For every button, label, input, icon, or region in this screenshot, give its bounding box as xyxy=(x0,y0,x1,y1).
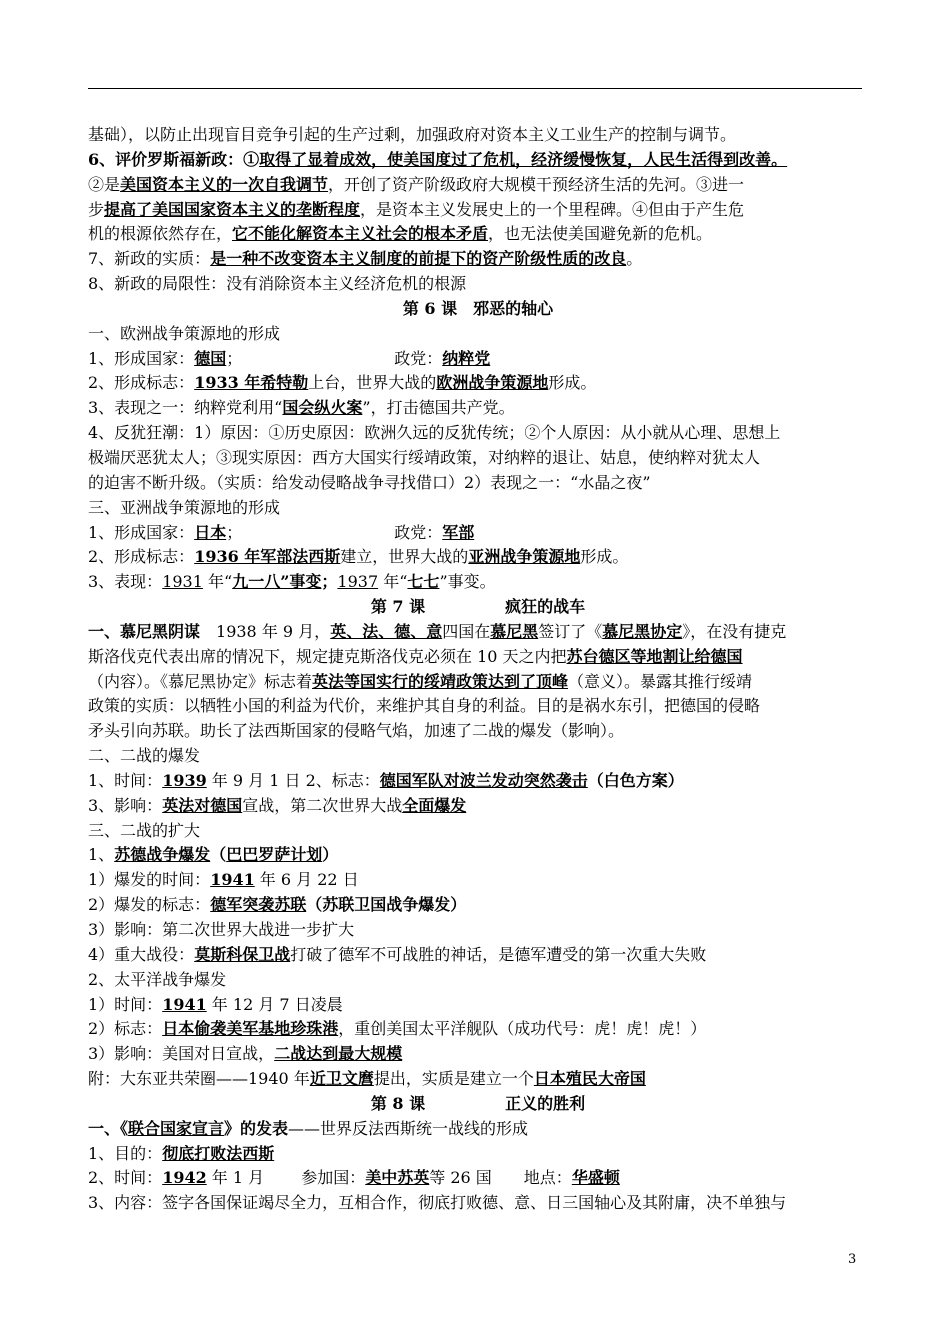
text-run: 1、目的： xyxy=(88,1143,163,1163)
lesson-heading xyxy=(88,297,868,322)
text-run: 矛头引向苏联。助长了法西斯国家的侵略气焰，加速了二战的爆发（影响）。 xyxy=(88,721,625,741)
text-line xyxy=(88,645,868,670)
text-run: 1、时间： xyxy=(88,770,163,790)
key-term: 欧洲战争策源地 xyxy=(436,373,549,393)
text-line xyxy=(88,968,868,993)
text-line xyxy=(88,347,868,372)
key-term: 苏德战争爆发 xyxy=(114,845,211,865)
key-term: 1936 年军部法西斯 xyxy=(194,547,341,567)
text-run: 提出，实质是建立一个 xyxy=(373,1069,534,1089)
text-line xyxy=(88,148,868,173)
key-term: 它不能化解资本主义社会的根本矛盾 xyxy=(232,224,489,244)
text-run: 三、亚洲战争策源地的形成 xyxy=(88,497,281,517)
text-line xyxy=(88,545,868,570)
text-run: 附：大东亚共荣圈——1940 年 xyxy=(88,1069,310,1089)
text-line xyxy=(88,371,868,396)
text-line xyxy=(88,1117,868,1142)
key-term: 是一种不改变资本主义制度的前提下的资产阶级性质的改良 xyxy=(210,249,627,269)
key-term: 英、法、德、意 xyxy=(330,621,443,641)
text-run: 2、时间： xyxy=(88,1168,163,1188)
text-run: （白色方案） xyxy=(587,770,684,790)
text-line xyxy=(88,769,868,794)
text-line xyxy=(88,247,868,272)
key-term: 提高了美国国家资本主义的垄断程度 xyxy=(104,199,361,219)
text-run: 机的根源依然存在， xyxy=(88,224,233,244)
text-run: 1、形成国家： xyxy=(88,348,195,368)
key-term: 1942 xyxy=(162,1168,207,1188)
text-line xyxy=(88,1142,868,1167)
text-run: 上台，世界大战的 xyxy=(308,373,437,393)
text-run: 7、新政的实质： xyxy=(88,249,211,269)
key-term: 1939 xyxy=(162,770,207,790)
text-run: 1938 年 9 月， xyxy=(200,621,331,641)
text-run: ） xyxy=(322,845,339,865)
key-term: 巴巴罗萨计划 xyxy=(226,845,323,865)
text-run: 3、表现之一：纳粹党利用“ xyxy=(88,398,283,418)
text-run: 第 6 课 邪恶的轴心 xyxy=(402,298,554,318)
text-line xyxy=(88,1191,868,1216)
text-line xyxy=(88,1067,868,1092)
text-run: 2、形成标志： xyxy=(88,373,195,393)
key-term: 亚洲战争策源地 xyxy=(468,547,581,567)
text-run: （内容）。《慕尼黑协定》标志着 xyxy=(88,671,313,691)
text-run: 年 12 月 7 日凌晨 xyxy=(206,994,343,1014)
key-term: 莫斯科保卫战 xyxy=(194,944,291,964)
text-line xyxy=(88,198,868,223)
text-run: 斯洛伐克代表出席的情况下，规定捷克斯洛伐克必须在 10 天之内把 xyxy=(88,646,567,666)
key-term: 近卫文麿 xyxy=(309,1069,374,1089)
text-run: 一、欧洲战争策源地的形成 xyxy=(88,323,281,343)
text-run: ，重创美国太平洋舰队（成功代号：虎！虎！虎！） xyxy=(338,1019,707,1039)
text-run: 6、评价罗斯福新政：① xyxy=(88,149,260,169)
text-line xyxy=(88,819,868,844)
text-run: 3、内容：签字各国保证竭尽全力，互相合作，彻底打败德、意、日三国轴心及其附庸，决不单独与 xyxy=(88,1193,787,1213)
key-term: 七七 xyxy=(407,572,440,592)
text-run: ，是资本主义发展史上的一个里程碑。④但由于产生危 xyxy=(360,199,745,219)
text-line xyxy=(88,471,868,496)
key-term: 国会纵火案 xyxy=(282,398,363,418)
text-run: 打破了德军不可战胜的神话，是德军遭受的第一次重大失败 xyxy=(290,944,707,964)
text-line xyxy=(88,570,868,595)
text-line xyxy=(88,918,868,943)
text-run: 二、二战的爆发 xyxy=(88,746,201,766)
key-term: 1941 xyxy=(162,994,207,1014)
text-line xyxy=(88,521,868,546)
key-term: 1933 年希特勒 xyxy=(194,373,309,393)
key-term: 苏台德区等地割让给德国 xyxy=(566,646,743,666)
text-run: 基础），以防止出现盲目竞争引起的生产过剩，加强政府对资本主义工业生产的控制与调节。 xyxy=(88,125,737,144)
text-run: 1）爆发的时间： xyxy=(88,870,211,890)
document-body xyxy=(88,123,868,1216)
text-run: （ xyxy=(210,845,227,865)
key-term: 慕尼黑协定 xyxy=(602,621,683,641)
key-term: 取得了显着成效，使美国度过了危机，经济缓慢恢复，人民生活得到改善。 xyxy=(259,149,788,169)
text-run: （意义）。暴露其推行绥靖 xyxy=(568,671,753,691)
text-run: 三、二战的扩大 xyxy=(88,820,201,840)
text-line xyxy=(88,446,868,471)
text-run: 1、形成国家： xyxy=(88,522,195,542)
text-run: 4、反犹狂潮：1）原因：①历史原因：欧洲久远的反犹传统；②个人原因：从小就从心理、思想上 xyxy=(88,423,781,443)
text-line xyxy=(88,719,868,744)
key-term: 美国资本主义的一次自我调节 xyxy=(120,174,329,194)
text-run: 4）重大战役： xyxy=(88,944,195,964)
text-line xyxy=(88,1017,868,1042)
key-term: 1941 xyxy=(210,870,255,890)
lesson-heading xyxy=(88,1092,868,1117)
text-line xyxy=(88,744,868,769)
text-line xyxy=(88,794,868,819)
text-run: 等 26 国 地点： xyxy=(429,1168,572,1188)
text-run: 政策的实质：以牺牲小国的利益为代价，来维护其自身的利益。目的是祸水东引，把德国的侵略 xyxy=(88,696,761,716)
text-run: 步 xyxy=(88,199,105,219)
text-run: 1）时间： xyxy=(88,994,163,1014)
key-term: 纳粹党 xyxy=(442,348,491,368)
text-line xyxy=(88,222,868,247)
text-run: 建立，世界大战的 xyxy=(340,547,469,567)
text-run: 2）爆发的标志： xyxy=(88,895,211,915)
text-run: 2、形成标志： xyxy=(88,547,195,567)
key-term: 德国 xyxy=(194,348,227,368)
key-term: 二战达到最大规模 xyxy=(274,1044,403,1064)
text-run: 形成。 xyxy=(548,373,597,393)
text-line xyxy=(88,843,868,868)
key-term: 彻底打败法西斯 xyxy=(162,1143,275,1163)
key-term: 全面爆发 xyxy=(402,795,467,815)
text-run: ，开创了资产阶级政府大规模干预经济生活的先河。③进一 xyxy=(328,174,745,194)
text-run: 一、《 xyxy=(88,1118,129,1138)
text-run: 。 xyxy=(626,249,643,269)
text-line xyxy=(88,1166,868,1191)
text-run: 3、表现： xyxy=(88,572,163,592)
text-run: 3、影响： xyxy=(88,795,163,815)
text-run: 第 8 课 正义的胜利 xyxy=(370,1093,586,1113)
text-run: 2、太平洋战争爆发 xyxy=(88,969,227,989)
text-line xyxy=(88,322,868,347)
text-run: 年“ xyxy=(202,572,233,592)
key-term: 联合国家宣言 xyxy=(128,1118,225,1138)
text-line xyxy=(88,173,868,198)
key-term: 德国军队对波兰发动突然袭击 xyxy=(379,770,588,790)
text-run: 宣战，第二次世界大战 xyxy=(242,795,403,815)
text-run: ，也无法使美国避免新的危机。 xyxy=(488,224,713,244)
text-line xyxy=(88,1042,868,1067)
text-run: 1、 xyxy=(88,845,115,865)
text-run: 3）影响：美国对日宣战， xyxy=(88,1044,275,1064)
text-line xyxy=(88,893,868,918)
key-term: 日本殖民大帝国 xyxy=(533,1069,646,1089)
text-line xyxy=(88,868,868,893)
text-line xyxy=(88,272,868,297)
text-run: （苏联卫国战争爆发） xyxy=(306,895,467,915)
text-run: 极端厌恶犹太人；③现实原因：西方大国实行绥靖政策，对纳粹的退让、姑息，使纳粹对犹太人 xyxy=(88,447,761,467)
text-run: ——世界反法西斯统一战线的形成 xyxy=(288,1118,529,1138)
key-term: 美中苏英 xyxy=(365,1168,430,1188)
text-run: ； 政党： xyxy=(226,522,443,542)
page-number: 3 xyxy=(848,1252,857,1267)
text-run: 四国在 xyxy=(442,621,491,641)
text-run: ”，打击德国共产党。 xyxy=(362,398,515,418)
text-line xyxy=(88,993,868,1018)
text-run: 的迫害不断升级。（实质：给发动侵略战争寻找借口）2）表现之一：“水晶之夜” xyxy=(88,472,651,492)
text-run: ； xyxy=(321,572,338,592)
text-run: 》，在没有捷克 xyxy=(682,621,787,641)
text-run: 》的发表 xyxy=(224,1118,289,1138)
text-run: 3）影响：第二次世界大战进一步扩大 xyxy=(88,920,355,939)
text-line xyxy=(88,123,868,148)
key-term: 日本偷袭美军基地珍珠港 xyxy=(162,1019,339,1039)
text-run: ； 政党： xyxy=(226,348,443,368)
text-line xyxy=(88,670,868,695)
text-run: 第 7 课 疯狂的战车 xyxy=(370,597,586,617)
key-term: 1937 xyxy=(337,572,379,592)
text-line xyxy=(88,943,868,968)
text-run: 8、新政的局限性：没有消除资本主义经济危机的根源 xyxy=(88,274,467,294)
text-run: 一、慕尼黑阴谋 xyxy=(88,621,201,641)
header-rule xyxy=(88,88,862,89)
text-line xyxy=(88,421,868,446)
key-term: 英法等国实行的绥靖政策达到了顶峰 xyxy=(312,671,569,691)
key-term: 英法对德国 xyxy=(162,795,243,815)
lesson-heading xyxy=(88,595,868,620)
text-run: 签订了《 xyxy=(538,621,603,641)
key-term: 华盛顿 xyxy=(571,1168,620,1188)
text-line xyxy=(88,620,868,645)
key-term: 德军突袭苏联 xyxy=(210,895,307,915)
text-run: 年“ xyxy=(378,572,408,592)
key-term: 九一八”事变 xyxy=(232,572,322,592)
key-term: 军部 xyxy=(442,522,475,542)
key-term: 慕尼黑 xyxy=(490,621,539,641)
text-run: ”事变。 xyxy=(439,572,496,592)
text-run: 年 6 月 22 日 xyxy=(254,870,359,890)
text-run: 年 9 月 1 日 2、标志： xyxy=(206,770,380,790)
text-line xyxy=(88,496,868,521)
key-term: 日本 xyxy=(194,522,227,542)
text-line xyxy=(88,396,868,421)
key-term: 1931 xyxy=(162,572,203,592)
text-run: 年 1 月 参加国： xyxy=(206,1168,366,1188)
text-run: 2）标志： xyxy=(88,1019,163,1039)
text-run: ②是 xyxy=(88,174,121,194)
text-run: 形成。 xyxy=(580,547,629,567)
text-line xyxy=(88,694,868,719)
